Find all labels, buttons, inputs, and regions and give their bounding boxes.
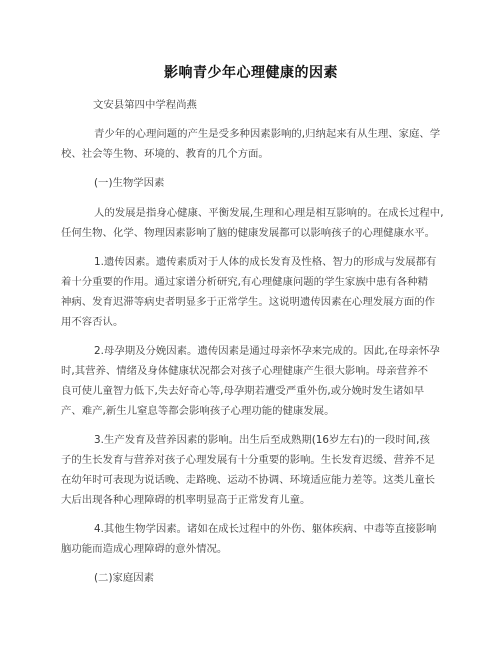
text-line: 校、社会等生物、环境的、教育的几个方面。	[61, 148, 269, 160]
text-line: 大后出现各种心理障碍的机率明显高于正常发育儿童。	[61, 494, 311, 506]
text-line: 用不容否认。	[61, 316, 124, 328]
text-line: 着十分重要的作用。通过家谱分析研究,有心理健康问题的学生家族中患有各种精	[61, 276, 428, 288]
text-line: 神病、发育迟滞等病史者明显多于正常学生。这说明遗传因素在心理发展方面的作	[61, 296, 436, 308]
section-heading: (二)家庭因素	[94, 572, 155, 584]
section-heading: (一)生物学因素	[94, 177, 165, 189]
text-line: 1.遗传因素。遗传素质对于人体的成长发育及性格、智力的形成与发展都有	[94, 256, 437, 268]
text-line: 在幼年时可表现为说话晚、走路晚、运动不协调、环境适应能力差等。这类儿童长	[61, 474, 436, 486]
text-line: 人的发展是指身心健康、平衡发展,生理和心理是相互影响的。在成长过程中,	[94, 207, 444, 219]
text-line: 时,其营养、情绪及身体健康状况都会对孩子心理健康产生很大影响。母亲营养不	[61, 365, 428, 377]
document-title: 影响青少年心理健康的因素	[164, 65, 338, 81]
text-line: 产、难产,新生儿窒息等都会影响孩子心理功能的健康发展。	[61, 405, 335, 417]
text-line: 子的生长发育与营养对孩子心理发展有十分重要的影响。生长发育迟缓、营养不足	[61, 454, 436, 466]
text-line: 脑功能而造成心理障碍的意外情况。	[61, 543, 228, 555]
text-line: 4.其他生物学因素。诸如在成长过程中的外伤、躯体疾病、中毒等直接影响	[94, 523, 437, 535]
text-line: 3.生产发育及营养因素的影响。出生后至成熟期(16岁左右)的一段时间,孩	[94, 434, 430, 446]
text-line: 任何生物、化学、物理因素影响了脑的健康发展都可以影响孩子的心理健康水平。	[61, 227, 436, 239]
text-line: 良可使儿童智力低下,失去好奇心等,母孕期若遭受严重外伤,或分娩时发生诸如早	[61, 385, 425, 397]
text-line: 2.母孕期及分娩因素。遗传因素是通过母亲怀孕来完成的。因此,在母亲怀孕	[94, 345, 440, 357]
author-line: 文安县第四中学程尚燕	[93, 99, 197, 111]
text-line: 青少年的心理问题的产生是受多种因素影响的,归纳起来有从生理、家庭、学	[94, 128, 441, 140]
